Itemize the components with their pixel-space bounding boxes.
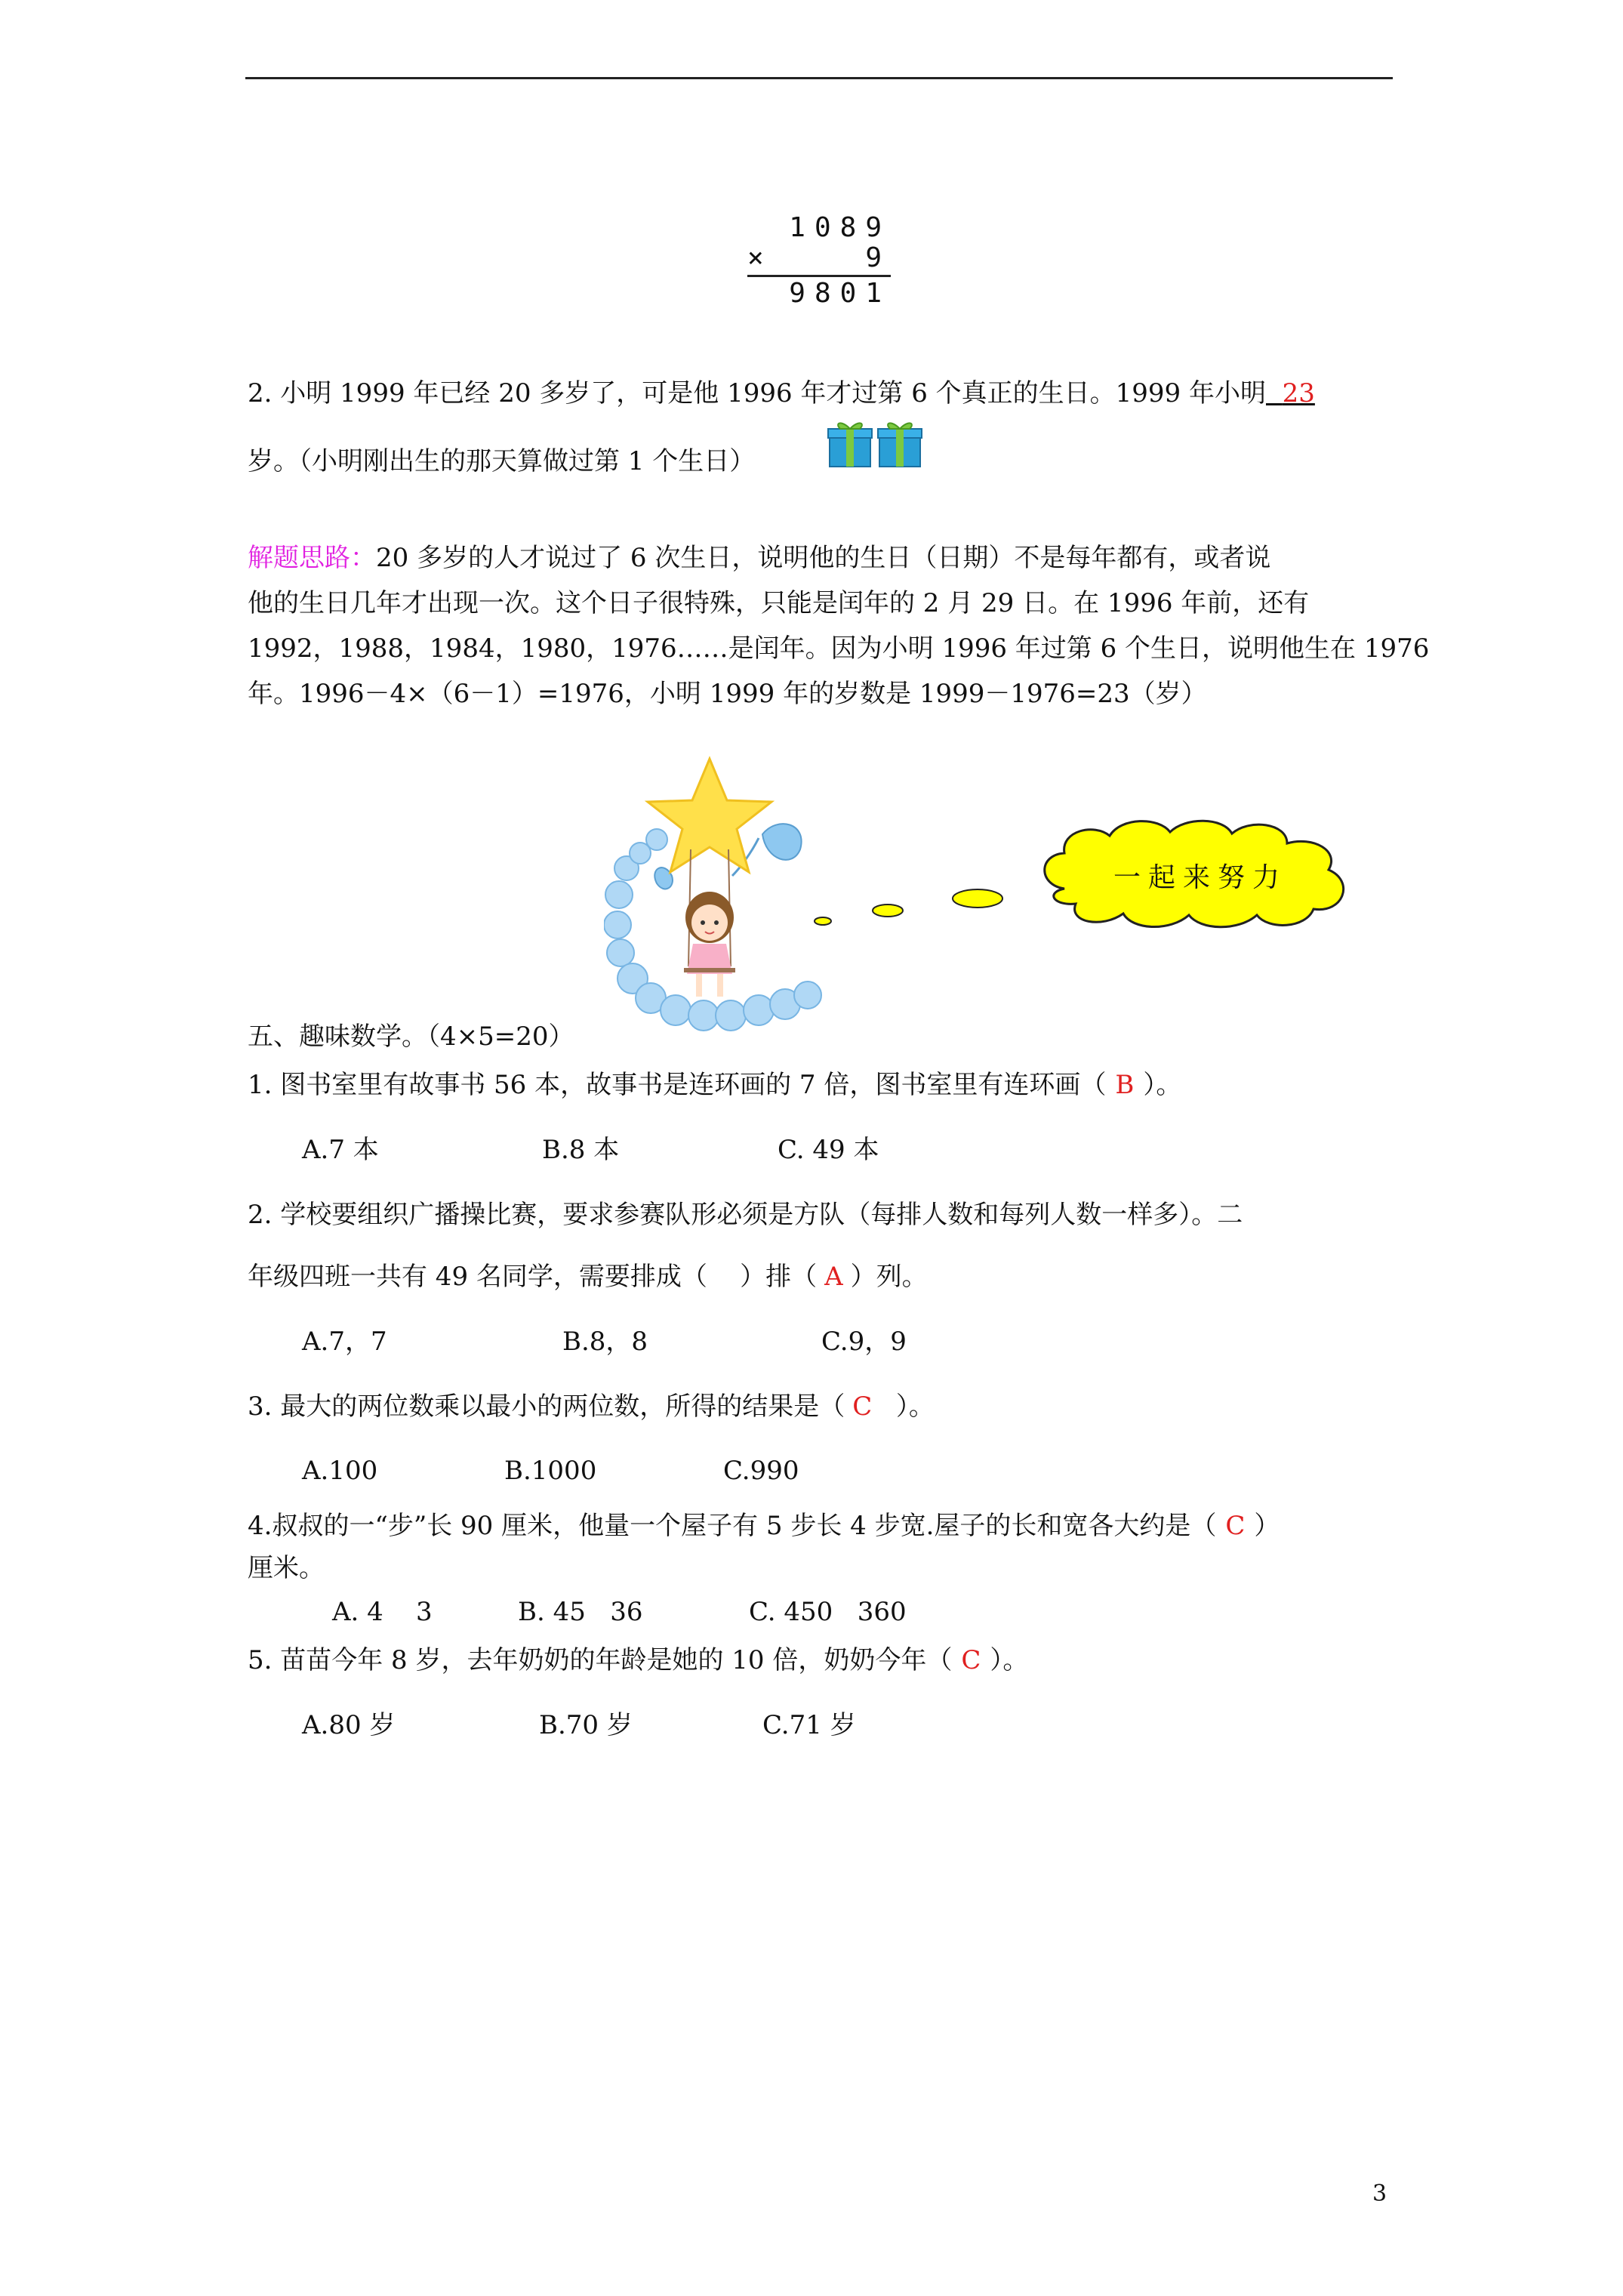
s5-q2-line-2 xyxy=(248,1259,928,1294)
solution-label: 解题思路： xyxy=(248,543,376,573)
page-number: 3 xyxy=(1372,2180,1387,2207)
solution-line-3: 1992，1988，1984，1980，1976……是闰年。因为小明 1996 年过第 6 个生日，说明他生在 1976 xyxy=(248,633,1430,664)
gift-icon xyxy=(878,423,922,467)
s5-q3 xyxy=(248,1389,935,1424)
s5-q5-answer: C xyxy=(961,1645,981,1675)
s5-q3-tail: ）。 xyxy=(879,1391,935,1422)
thought-bubbles xyxy=(808,876,1019,936)
s5-q4-option-c: C. 450 360 xyxy=(749,1597,907,1627)
s5-q2-option-a: A.7，7 xyxy=(302,1327,387,1357)
header-rule xyxy=(245,77,1393,79)
q2-blank-pad xyxy=(1266,378,1283,408)
q2-line-2 xyxy=(248,444,755,479)
s5-q1-option-b: B.8 本 xyxy=(542,1135,620,1165)
s5-q4-text: 4.叔叔的一“步”长 90 厘米，他量一个屋子有 5 步长 4 步宽.屋子的长和宽各大约是（ xyxy=(248,1511,1217,1541)
s5-q2-option-b: B.8，8 xyxy=(562,1327,648,1357)
girl-swing-illustration xyxy=(604,755,827,1034)
s5-q4-tail: ） xyxy=(1254,1511,1280,1541)
s5-q3-answer: C xyxy=(852,1391,873,1422)
s5-q5-option-a: A.80 岁 xyxy=(302,1710,396,1740)
s5-q4-option-b: B. 45 36 xyxy=(518,1597,643,1627)
s5-q5 xyxy=(248,1643,1028,1678)
s5-q1-text: 1. 图书室里有故事书 56 本，故事书是连环画的 7 倍，图书室里有连环画（ xyxy=(248,1070,1107,1100)
s5-q2-tail: ）列。 xyxy=(850,1262,928,1292)
calc-row-2: 9 xyxy=(865,242,882,273)
multiply-sign: × xyxy=(747,242,764,273)
s5-q4-line-1 xyxy=(248,1509,1280,1543)
solution-text-1: 20 多岁的人才说过了 6 次生日，说明他的生日（日期）不是每年都有，或者说 xyxy=(376,543,1271,573)
gift-icon xyxy=(828,423,872,467)
solution-line-2: 他的生日几年才出现一次。这个日子很特殊，只能是闰年的 2 月 29 日。在 1996 年前，还有 xyxy=(248,588,1310,618)
thought-cloud xyxy=(1034,817,1359,930)
s5-q1-option-c: C. 49 本 xyxy=(778,1135,879,1165)
s5-q5-option-b: B.70 岁 xyxy=(539,1710,633,1740)
s5-q4-line-2: 厘米。 xyxy=(248,1553,325,1583)
calc-divider xyxy=(747,275,891,277)
s5-q2-answer: A xyxy=(824,1262,843,1292)
q2-line-1 xyxy=(248,376,1315,411)
solution-line-4: 年。1996－4×（6－1）=1976，小明 1999 年的岁数是 1999－1976=23（岁） xyxy=(248,679,1207,709)
calc-row-3: 9801 xyxy=(789,278,891,309)
s5-q4-option-a: A. 4 3 xyxy=(332,1597,433,1627)
s5-q3-text: 3. 最大的两位数乘以最小的两位数，所得的结果是（ xyxy=(248,1391,845,1422)
s5-q1-tail: ）。 xyxy=(1143,1070,1182,1100)
s5-q5-text: 5. 苗苗今年 8 岁，去年奶奶的年龄是她的 10 倍，奶奶今年（ xyxy=(248,1645,953,1675)
s5-q1 xyxy=(248,1068,1181,1102)
s5-q5-tail: ）。 xyxy=(990,1645,1029,1675)
s5-q2-line-1: 2. 学校要组织广播操比赛，要求参赛队形必须是方队（每排人数和每列人数一样多）。二 xyxy=(248,1200,1243,1230)
gift-icons xyxy=(827,420,925,470)
q2-blank xyxy=(1266,378,1315,408)
section-5-title: 五、趣味数学。（4×5=20） xyxy=(248,1022,574,1052)
s5-q2-option-c: C.9，9 xyxy=(821,1327,907,1357)
s5-q3-option-a: A.100 xyxy=(302,1456,378,1486)
q2-note: 岁。（小明刚出生的那天算做过第 1 个生日） xyxy=(248,446,756,476)
s5-q3-option-b: B.1000 xyxy=(504,1456,597,1486)
s5-q4-answer: C xyxy=(1225,1511,1246,1541)
vertical-multiplication xyxy=(747,213,891,309)
solution-line-1 xyxy=(248,541,1270,575)
s5-q3-option-c: C.990 xyxy=(723,1456,799,1486)
q2-text: 2. 小明 1999 年已经 20 多岁了，可是他 1996 年才过第 6 个真正的生日。1999 年小明 xyxy=(248,378,1266,408)
s5-q2-text: 年级四班一共有 49 名同学，需要排成（ ）排（ xyxy=(248,1262,818,1292)
cloud-text: 一起来努力 xyxy=(1113,862,1287,893)
s5-q5-option-c: C.71 岁 xyxy=(762,1710,856,1740)
s5-q1-option-a: A.7 本 xyxy=(302,1135,379,1165)
s5-q1-answer: B xyxy=(1115,1070,1135,1100)
calc-row-1: 1089 xyxy=(789,212,891,243)
q2-answer: 23 xyxy=(1282,378,1315,408)
